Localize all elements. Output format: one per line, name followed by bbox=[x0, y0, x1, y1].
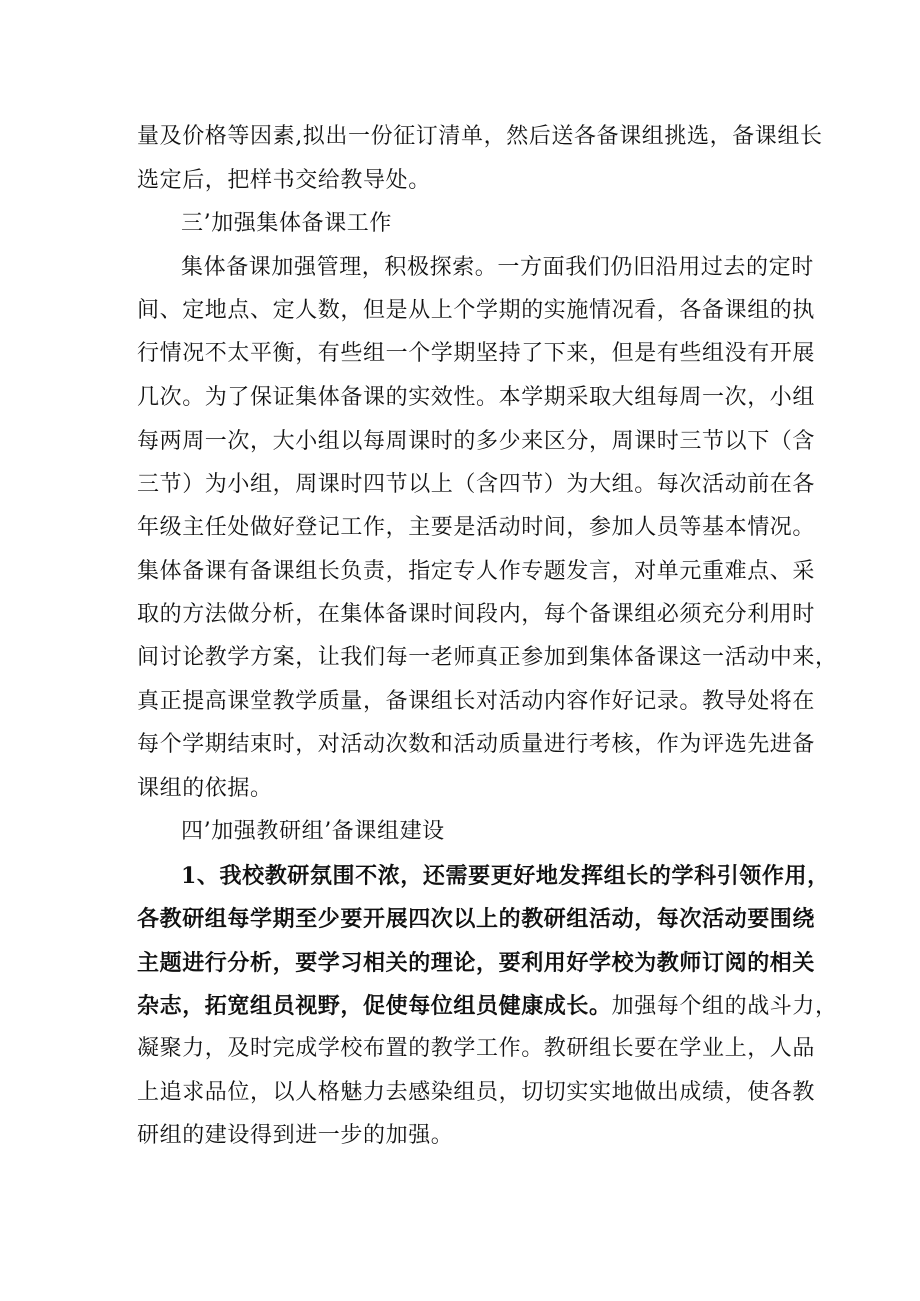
paragraph-line: 每个学期结束时，对活动次数和活动质量进行考核，作为评选先进备 bbox=[137, 732, 816, 757]
section-heading-4: 四’加强教研组’备课组建设 bbox=[181, 819, 445, 844]
paragraph-line: 间讨论教学方案，让我们每一老师真正参加到集体备课这一活动中来， bbox=[137, 645, 838, 670]
paragraph-line: 量及价格等因素,拟出一份征订清单，然后送各备课组挑选，备课组长 bbox=[137, 124, 823, 149]
paragraph-line: 每两周一次，大小组以每周课时的多少来区分，周课时三节以下（含 bbox=[137, 429, 816, 454]
paragraph-line-bold: 1、我校教研氛围不浓，还需要更好地发挥组长的学科引领作用， bbox=[181, 863, 830, 889]
regular-segment: 加强每个组的战斗力， bbox=[611, 994, 838, 1019]
paragraph-line: 几次。为了保证集体备课的实效性。本学期采取大组每周一次，小组 bbox=[137, 385, 816, 410]
paragraph-line: 集体备课加强管理，积极探索。一方面我们仍旧沿用过去的定时 bbox=[181, 255, 814, 280]
paragraph-line: 取的方法做分析，在集体备课时间段内，每个备课组必须充分利用时 bbox=[137, 602, 816, 627]
paragraph-line-bold: 主题进行分析，要学习相关的理论，要利用好学校为教师订阅的相关 bbox=[137, 950, 816, 976]
paragraph-line: 间、定地点、定人数，但是从上个学期的实施情况看，各备课组的执 bbox=[137, 298, 816, 323]
paragraph-line: 集体备课有备课组长负责，指定专人作专题发言，对单元重难点、采 bbox=[137, 559, 816, 584]
section-heading-3: 三’加强集体备课工作 bbox=[181, 211, 392, 236]
paragraph-line: 行情况不太平衡，有些组一个学期坚持了下来，但是有些组没有开展 bbox=[137, 341, 816, 366]
paragraph-line: 真正提高课堂教学质量，备课组长对活动内容作好记录。教导处将在 bbox=[137, 689, 816, 714]
paragraph-line-mixed bbox=[137, 991, 838, 1022]
paragraph-line-bold: 各教研组每学期至少要开展四次以上的教研组活动，每次活动要围绕 bbox=[137, 906, 816, 932]
paragraph-line: 研组的建设得到进一步的加强。 bbox=[137, 1123, 454, 1148]
paragraph-line: 三节）为小组，周课时四节以上（含四节）为大组。每次活动前在各 bbox=[137, 472, 816, 497]
paragraph-line: 上追求品位，以人格魅力去感染组员，切切实实地做出成绩，使各教 bbox=[137, 1080, 816, 1105]
bold-segment: 杂志，拓宽组员视野，促使每位组员健康成长。 bbox=[137, 993, 612, 1019]
paragraph-line: 选定后，把样书交给教导处。 bbox=[137, 168, 431, 193]
paragraph-line: 凝聚力，及时完成学校布置的教学工作。教研组长要在学业上，人品 bbox=[137, 1036, 816, 1061]
paragraph-line: 课组的依据。 bbox=[137, 776, 273, 801]
paragraph-line: 年级主任处做好登记工作，主要是活动时间，参加人员等基本情况。 bbox=[137, 515, 816, 540]
